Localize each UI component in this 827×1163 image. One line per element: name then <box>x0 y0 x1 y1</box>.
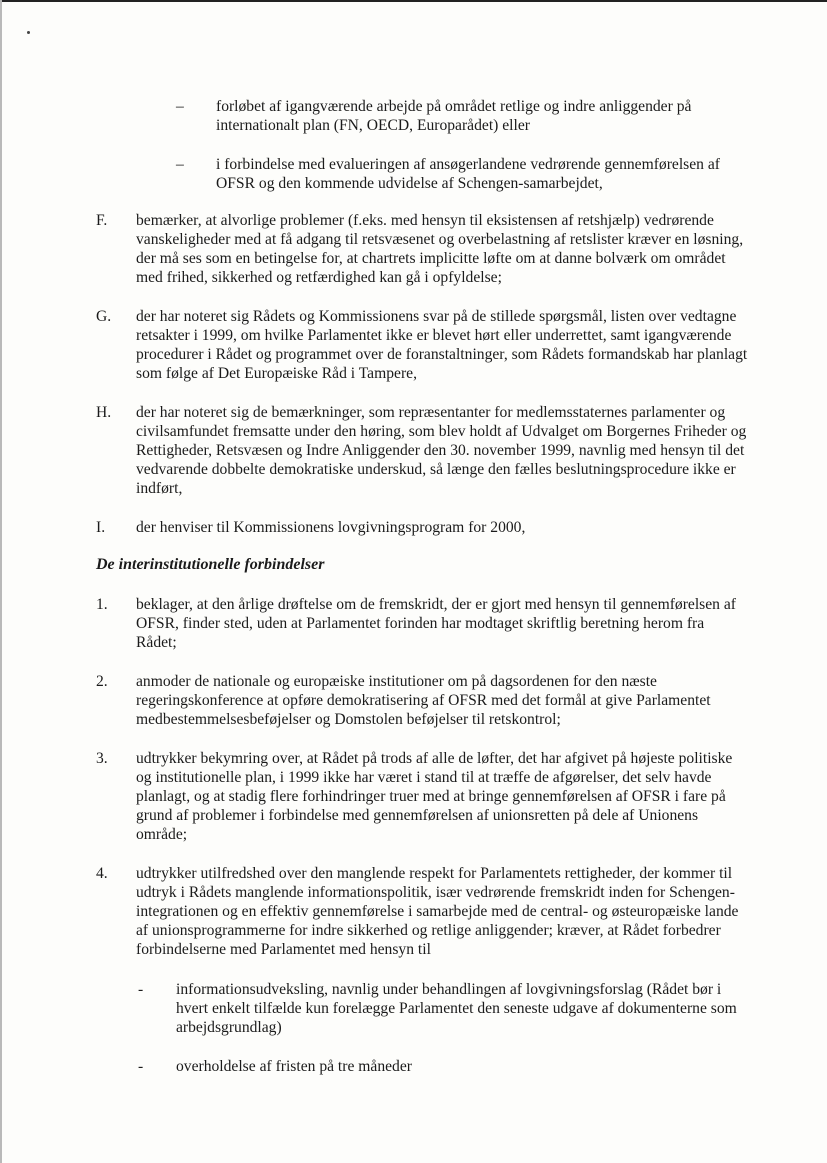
bullet-text: i forbindelse med evalueringen af ansøgerlandene vedrørende gennemførelsen af OFSR og den kommende udvidelse af Schengen-samarbejdet, <box>216 156 720 192</box>
recital-text: der har noteret sig de bemærkninger, som repræsentanter for medlemsstaternes parlamenter og civilsamfundet fremsatte under den høring, som blev holdt af Udvalget om Borgernes Friheder og Rettigheder, Retsvæsen og Indre Anliggender den 30. november 1999, navnlig med hensyn til det vedvarende dobbelte demokratiske underskud, så længe den fælles beslutningsprocedure ikke er indført, <box>136 404 747 497</box>
paragraph-text: beklager, at den årlige drøftelse om de fremskridt, der er gjort med hensyn til gennemførelsen af OFSR, finder sted, uden at Parlamentet forinden har modtaget skriftlig beretning herom fra Rådet; <box>136 596 736 651</box>
bullet-text: informationsudveksling, navnlig under behandlingen af lovgivningsforslag (Rådet bør i hvert enkelt tilfælde kun forelægge Parlamentet den seneste udgave af dokumenterne som arbejdsgrundlag) <box>176 981 737 1036</box>
bullet-marker: – <box>176 156 184 173</box>
paragraph-number: 3. <box>96 750 108 767</box>
paragraph-number: 2. <box>96 673 108 690</box>
bullet-marker: - <box>138 1058 144 1075</box>
paragraph-text: udtrykker utilfredshed over den manglende respekt for Parlamentets rettigheder, der kommer til udtryk i Rådets manglende informationspolitik, især vedrørende fremskridt inden for Schengen-integrationen og en effektiv gennemførelse i samarbejde med de central- og østeuropæiske lande af unionsprogrammerne for indre sikkerhed og retlige anliggender; kræver, at Rådet forbedrer forbindelserne med Parlamentet med hensyn til <box>136 865 739 958</box>
bullet-text: overholdelse af fristen på tre måneder <box>176 1058 412 1075</box>
recital-marker: H. <box>96 404 112 421</box>
bullet-marker: - <box>138 981 144 998</box>
paragraph-text: udtrykker bekymring over, at Rådet på trods af alle de løfter, det har afgivet på højeste politiske og institutionelle plan, i 1999 ikke har været i stand til at træffe de afgørelser, det selv havde planlagt, og at stadig flere forhindringer truer med at bringe gennemførelsen af OFSR i fare på grund af problemer i forbindelse med gennemførelsen af unionsretten på dele af Unionens område; <box>136 750 733 843</box>
recital-text: der har noteret sig Rådets og Kommissionens svar på de stillede spørgsmål, listen over vedtagne retsakter i 1999, om hvilke Parlamentet ikke er blevet hørt eller underrettet, samt igangværende procedurer i Rådet og programmet over de foranstaltninger, som Rådets formandskab har planlagt som følge af Det Europæiske Råd i Tampere, <box>136 308 748 382</box>
recital-marker: G. <box>96 308 112 325</box>
paragraph-number: 1. <box>96 596 108 613</box>
paragraph-number: 4. <box>96 865 108 882</box>
section-heading: De interinstitutionelle forbindelser <box>96 556 325 573</box>
scan-speck <box>27 31 30 34</box>
page-left-edge <box>0 0 2 1163</box>
recital-marker: I. <box>96 519 106 536</box>
paragraph-text: anmoder de nationale og europæiske institutioner om på dagsordenen for den næste regeringskonference at opføre demokratisering af OFSR med det formål at give Parlamentet medbestemmelsesbeføjelser og Domstolen beføjelser til retskontrol; <box>136 673 711 728</box>
bullet-marker: – <box>176 98 184 115</box>
recital-text: bemærker, at alvorlige problemer (f.eks. med hensyn til eksistensen af retshjælp) vedrørende vanskeligheder med at få adgang til retsvæsenet og overbelastning af retslister kræver en løsning, der må ses som en betingelse for, at chartrets implicitte løfte om at danne bolværk om området med frihed, sikkerhed og retfærdighed kan gå i opfyldelse; <box>136 212 744 286</box>
recital-text: der henviser til Kommissionens lovgivningsprogram for 2000, <box>136 519 526 536</box>
bullet-text: forløbet af igangværende arbejde på området retlige og indre anliggender på internationalt plan (FN, OECD, Europarådet) eller <box>216 98 692 134</box>
page-top-border <box>0 0 827 2</box>
recital-marker: F. <box>96 212 108 229</box>
